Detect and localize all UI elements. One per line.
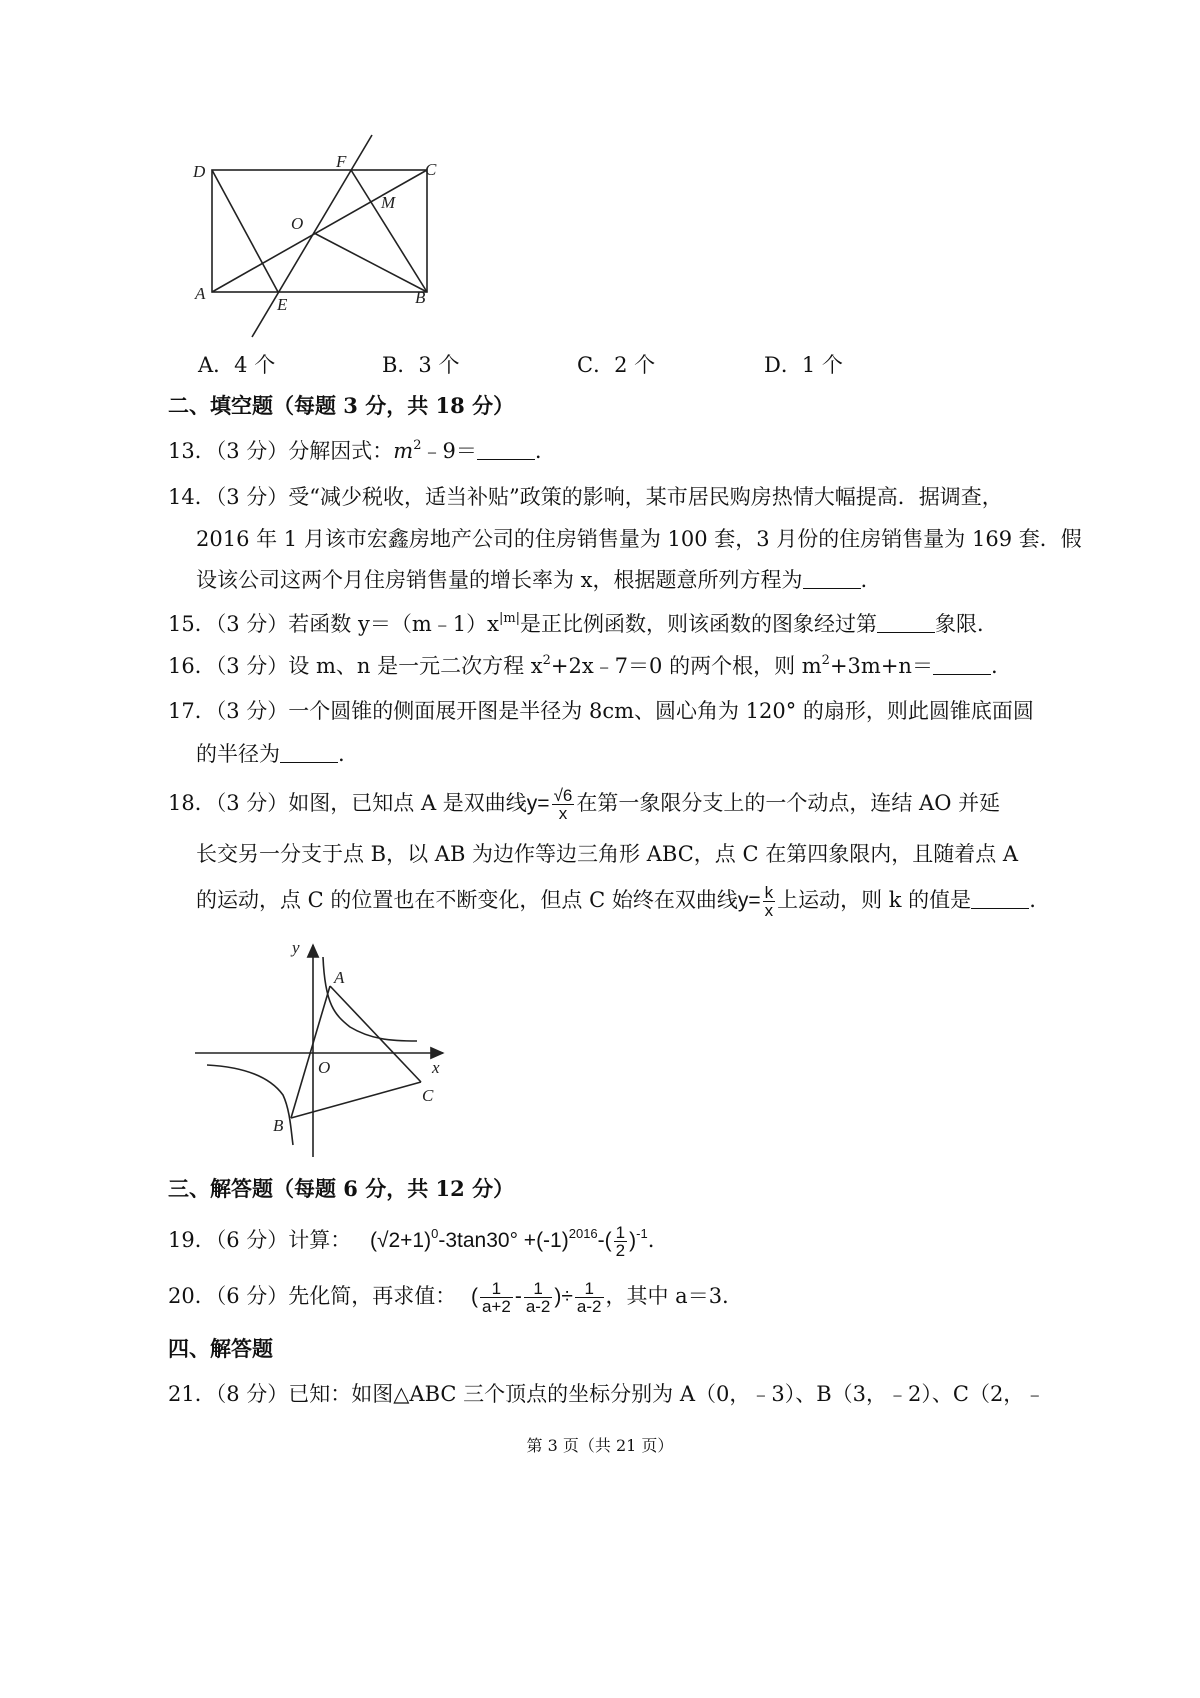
- label-c: C: [422, 1086, 434, 1105]
- figure-rectangle-abcd: [185, 125, 455, 345]
- question-17-line-1: 17．（3 分）一个圆锥的侧面展开图是半径为 8cm、圆心角为 120° 的扇形，则此圆锥底面圆: [168, 699, 1034, 723]
- question-score: （3 分）: [215, 439, 289, 463]
- answer-blank: [877, 612, 935, 633]
- question-16: 16．（3 分）设 m、n 是一元二次方程 $x^2+2x﹣7=0$ 的两个根，则 $m^2+3m+n=$ .: [168, 653, 998, 678]
- question-number: 20．: [168, 1284, 216, 1309]
- label-o: O: [318, 1058, 331, 1077]
- question-number: 19．: [168, 1228, 216, 1253]
- question-14-line-3: 设该公司这两个月住房销售量的增长率为 x，根据题意所列方程为 .: [196, 568, 868, 592]
- answer-blank: [280, 742, 338, 763]
- fraction-1-over-a-plus-2: $\frac{1}{a+2}$: [481, 1279, 511, 1316]
- line-ef: [252, 135, 372, 337]
- segment-ob: [314, 233, 427, 292]
- label-f: F: [336, 152, 347, 171]
- figure-hyperbola: [185, 935, 460, 1160]
- label-d: D: [193, 162, 206, 181]
- question-score: （6 分）: [215, 1228, 289, 1253]
- page-footer: 第 3 页（共 21 页）: [526, 1436, 674, 1455]
- question-number: 15．: [168, 612, 216, 636]
- question-number: 13．: [168, 439, 216, 463]
- question-score: （8 分）: [215, 1382, 289, 1406]
- section-title-fill-in: 二、填空题（每题 3 分，共 18 分）: [168, 393, 515, 418]
- question-score: （3 分）: [215, 612, 289, 636]
- label-c: C: [425, 160, 437, 179]
- label-o: O: [291, 214, 304, 233]
- question-21: 21．（8 分）已知：如图△ABC 三个顶点的坐标分别为 A（0，﹣3）、B（3，﹣2）、C（2，﹣: [168, 1382, 1046, 1406]
- question-14-line-2: 2016 年 1 月该市宏鑫房地产公司的住房销售量为 100 套，3 月份的住房销售量为 169 套．假: [196, 527, 1082, 551]
- question-18-line-2: 长交另一分支于点 B，以 AB 为边作等边三角形 ABC，点 C 在第四象限内，且随着点 A: [196, 842, 1019, 866]
- question-18-line-1: 18．（3 分）如图，已知点 A 是双曲线y= $\frac{√6}{x}$ 在第一象限分支上的一个动点，连结 AO 并延: [168, 786, 1001, 823]
- label-a: A: [195, 284, 206, 303]
- label-a: A: [334, 968, 345, 987]
- segment-ab: [291, 986, 330, 1118]
- fraction-k-over-x: $\frac{k}{x}$: [764, 883, 774, 920]
- label-b: B: [273, 1116, 284, 1135]
- answer-blank: [803, 568, 861, 589]
- answer-blank: [477, 439, 535, 460]
- fraction-1-over-a-minus-2: $\frac{1}{a-2}$: [576, 1279, 602, 1316]
- fraction-sqrt6-over-x: $\frac{√6}{x}$: [553, 786, 573, 823]
- question-score: （3 分）: [215, 791, 289, 815]
- segment-ac: [330, 986, 421, 1082]
- section-title-solutions-2: 四、解答题: [168, 1336, 273, 1361]
- question-19: 19．（6 分）计算： $(√2+1)^0-3\tan 30^\circ +(-1)^{2016}-$( $\frac{1}{2}$ )$^{-1}$.: [168, 1223, 655, 1260]
- expression-19: $(√2+1)^0-3\tan 30^\circ +(-1)^{2016}-$( $\frac{1}{2}$ )$^{-1}$: [369, 1223, 648, 1260]
- segment-fb: [351, 170, 427, 292]
- question-15: 15．（3 分）若函数 $y=(m﹣1)x^{|m|}$是正比例函数，则该函数的图象经过第 象限．: [168, 611, 999, 636]
- answer-blank: [933, 654, 991, 675]
- question-number: 21．: [168, 1382, 216, 1406]
- answer-blank: [971, 888, 1029, 909]
- label-b: B: [415, 288, 426, 307]
- question-13: 13．（3 分）分解因式：$m^2﹣9=$ .: [168, 438, 542, 463]
- question-score: （3 分）: [215, 485, 289, 509]
- label-y: y: [292, 938, 300, 957]
- question-number: 18．: [168, 791, 216, 815]
- expression-20: ( $\frac{1}{a+2}$ - $\frac{1}{a-2}$ )÷ $\frac{1}{a-2}$: [470, 1279, 602, 1316]
- section-title-solutions: 三、解答题（每题 6 分，共 12 分）: [168, 1176, 515, 1201]
- question-number: 17．: [168, 699, 216, 723]
- option-b: B．3 个: [382, 353, 460, 377]
- fraction-1-over-a-minus-2: $\frac{1}{a-2}$: [525, 1279, 551, 1316]
- question-17-line-2: 的半径为 .: [196, 742, 345, 766]
- segment-bc: [291, 1082, 421, 1118]
- label-x: x: [432, 1058, 440, 1077]
- question-score: （6 分）: [215, 1284, 289, 1309]
- question-score: （3 分）: [215, 699, 289, 723]
- label-e: E: [277, 295, 288, 314]
- option-d: D．1 个: [764, 353, 843, 377]
- option-c: C．2 个: [577, 353, 656, 377]
- question-18-line-3: 的运动，点 C 的位置也在不断变化，但点 C 始终在双曲线y= $\frac{k}{x}$ 上运动，则 k 的值是 .: [196, 883, 1036, 920]
- question-number: 14．: [168, 485, 216, 509]
- question-score: （3 分）: [215, 654, 289, 678]
- label-m: M: [381, 193, 396, 212]
- fraction-one-half: $\frac{1}{2}$: [615, 1223, 626, 1260]
- question-number: 16．: [168, 654, 216, 678]
- question-14-line-1: 14．（3 分）受“减少税收，适当补贴”政策的影响，某市居民购房热情大幅提高．据调查，: [168, 485, 1003, 509]
- option-a: A．4 个: [198, 353, 276, 377]
- question-20: 20．（6 分）先化简，再求值： ( $\frac{1}{a+2}$ - $\frac{1}{a-2}$ )÷ $\frac{1}{a-2}$ ，其中 a＝3.: [168, 1279, 729, 1316]
